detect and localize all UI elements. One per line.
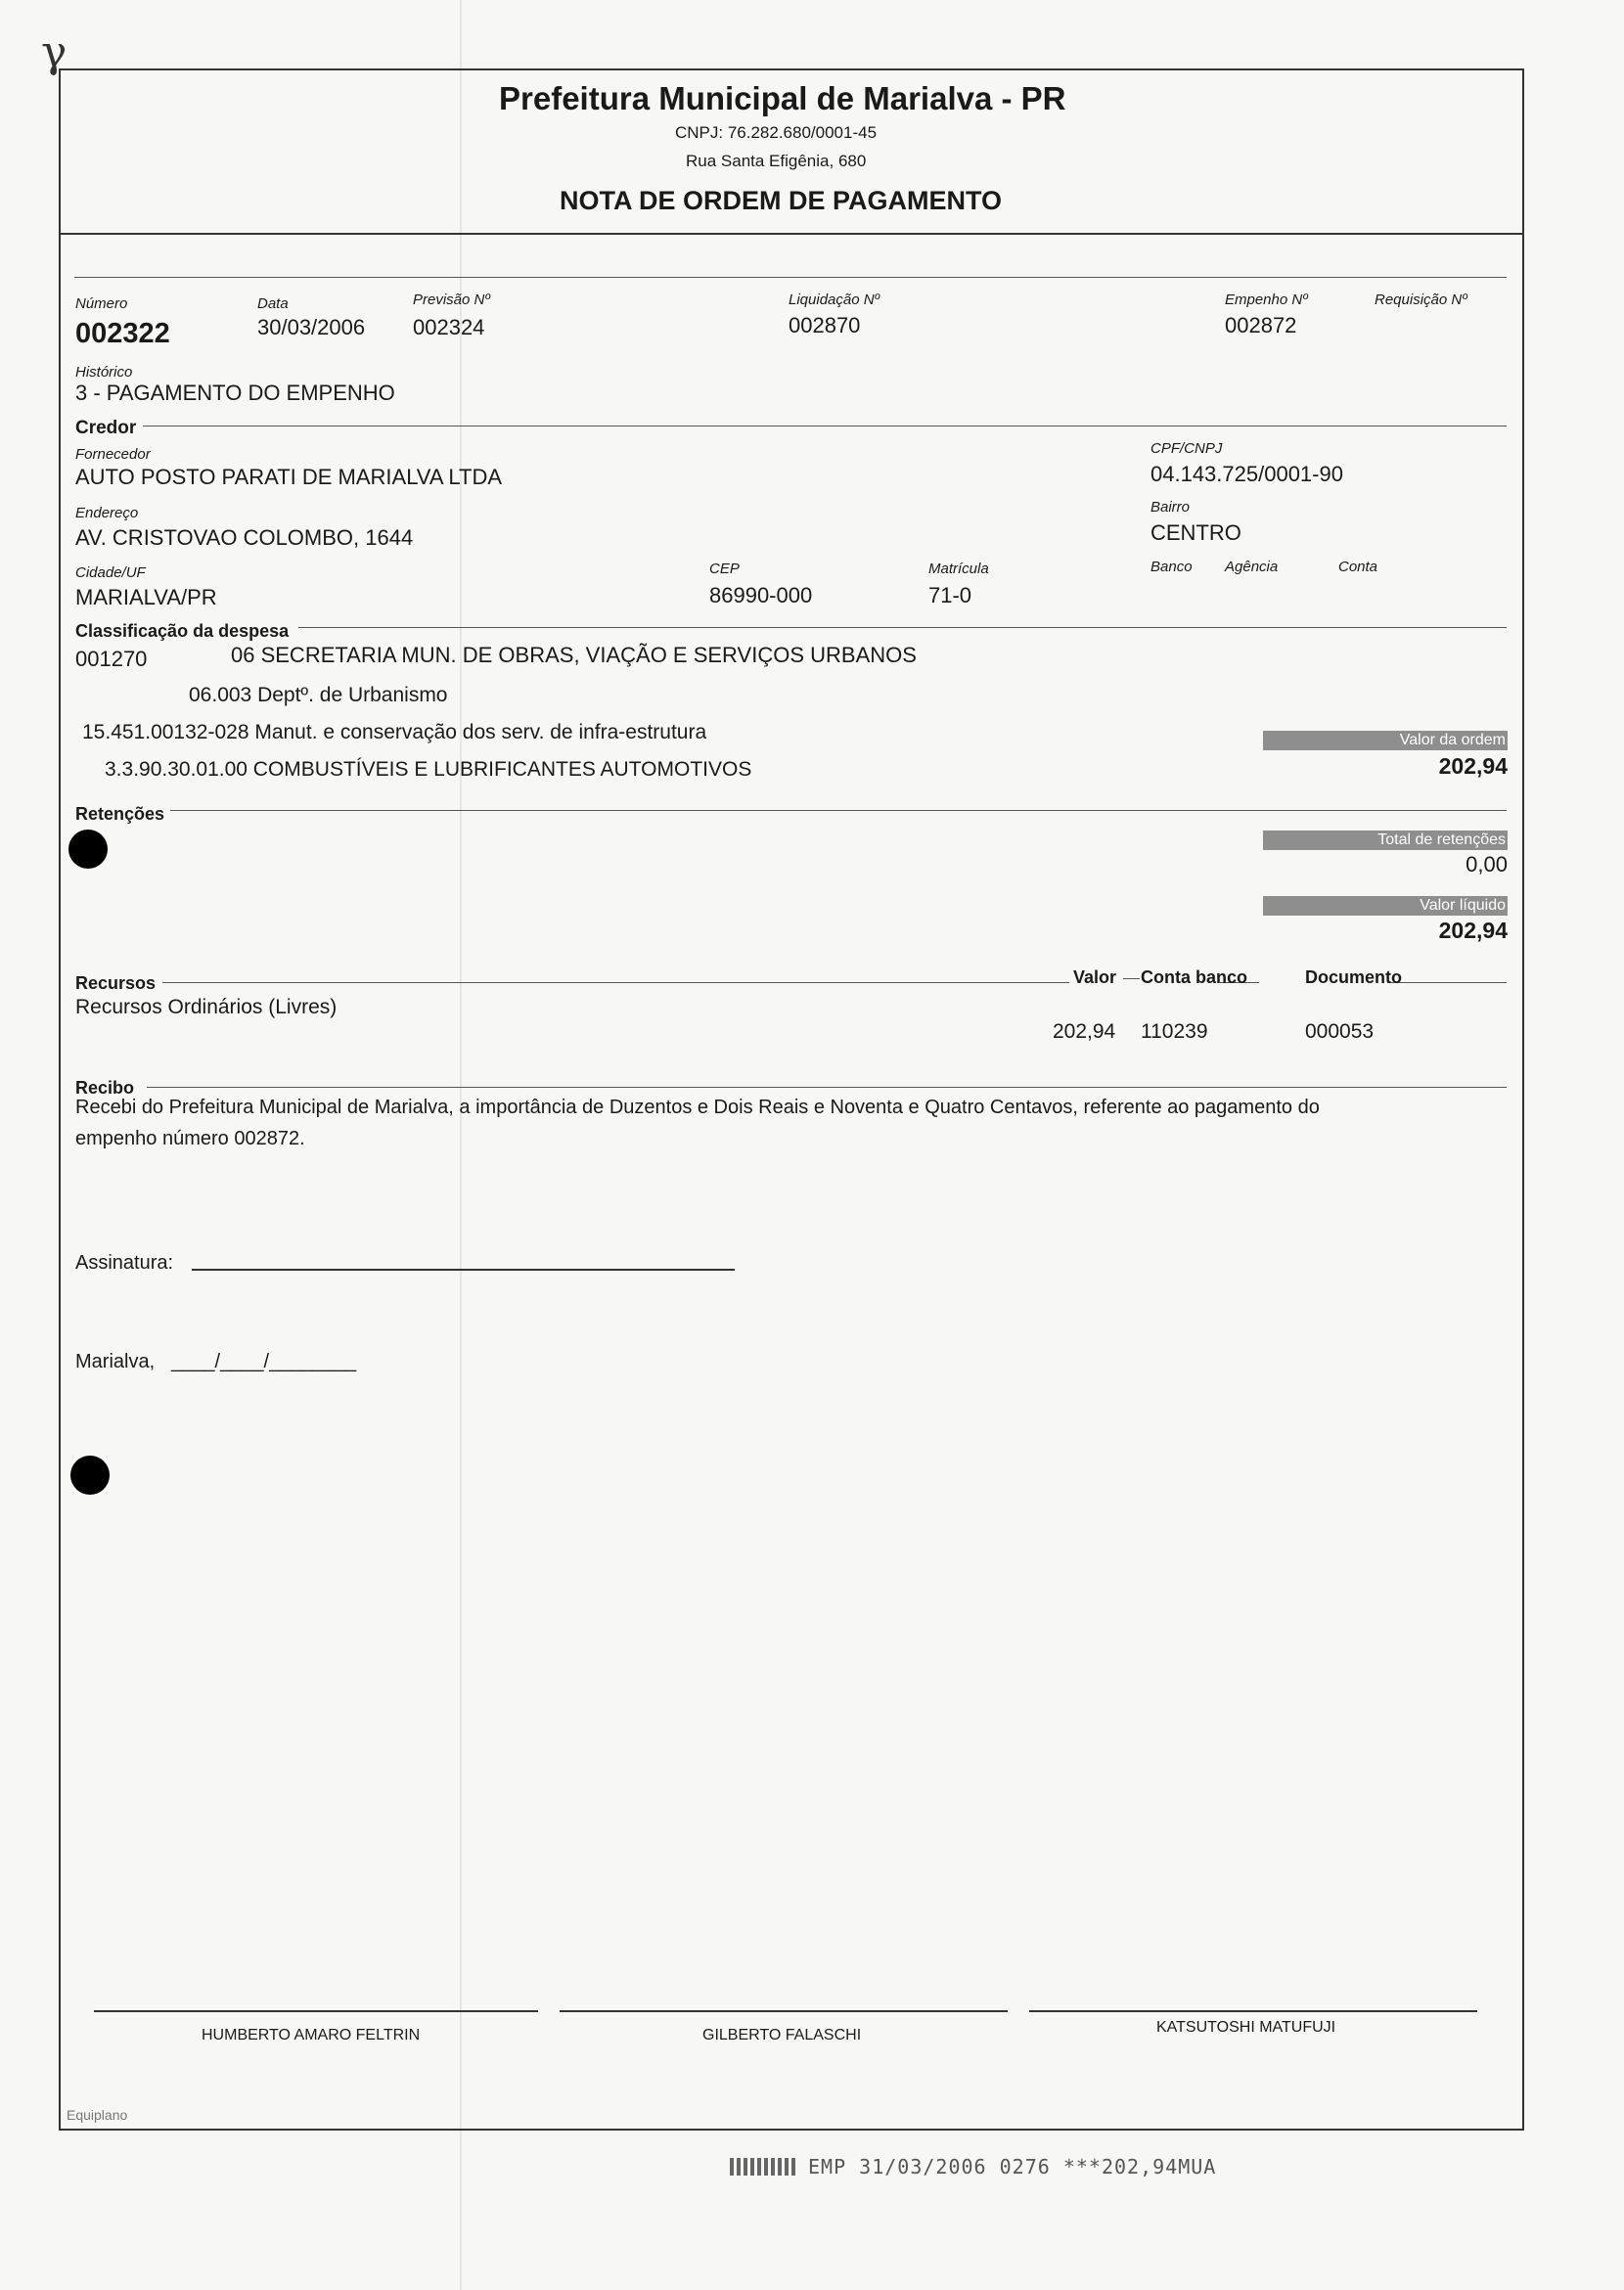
fornecedor-value: AUTO POSTO PARATI DE MARIALVA LTDA xyxy=(75,465,503,489)
cep-value: 86990-000 xyxy=(709,583,813,607)
top-rule xyxy=(74,277,1507,278)
valor-liquido-label: Valor líquido xyxy=(1263,896,1508,916)
recursos-rule-a xyxy=(162,982,1069,983)
previsao-value: 002324 xyxy=(413,315,485,339)
recibo-text-line1: Recebi do Prefeitura Municipal de Marialva, a importância de Duzentos e Dois Reais e Noventa e Quatro Centavos, referente ao pagamento do xyxy=(75,1097,1320,1118)
recursos-descricao: Recursos Ordinários (Livres) xyxy=(75,996,338,1018)
data-label: Data xyxy=(257,295,289,312)
recursos-conta-label: Conta banco xyxy=(1141,967,1248,987)
liquidacao-value: 002870 xyxy=(789,313,861,337)
signatory-3: KATSUTOSHI MATUFUJI xyxy=(1156,2019,1336,2036)
endereco-label: Endereço xyxy=(75,505,139,521)
endereco-value: AV. CRISTOVAO COLOMBO, 1644 xyxy=(75,525,414,550)
retencoes-total-value: 0,00 xyxy=(1466,852,1508,876)
credor-rule xyxy=(143,426,1507,427)
classificacao-rule xyxy=(298,627,1507,628)
matricula-value: 71-0 xyxy=(928,583,972,607)
cidade-label: Cidade/UF xyxy=(75,564,146,581)
fornecedor-label: Fornecedor xyxy=(75,446,151,463)
cidade-value: MARIALVA/PR xyxy=(75,585,217,609)
numero-label: Número xyxy=(75,295,128,312)
signature-line-3 xyxy=(1029,2010,1477,2012)
classificacao-code: 001270 xyxy=(75,647,148,671)
liquidacao-label: Liquidação Nº xyxy=(789,292,880,308)
recibo-text-line2: empenho número 002872. xyxy=(75,1128,305,1149)
punch-hole-top xyxy=(68,830,108,869)
assinatura-line xyxy=(192,1269,735,1271)
recursos-documento-label: Documento xyxy=(1305,967,1402,987)
recursos-conta: 110239 xyxy=(1141,1020,1208,1043)
date-blank: ____/____/________ xyxy=(171,1351,357,1372)
local-data-label: Marialva, xyxy=(75,1351,156,1372)
cpf-value: 04.143.725/0001-90 xyxy=(1150,462,1343,486)
empenho-value: 002872 xyxy=(1225,313,1297,337)
requisicao-label: Requisição Nº xyxy=(1375,292,1467,308)
valor-ordem-value: 202,94 xyxy=(1438,753,1508,779)
stamp-mark xyxy=(730,2158,798,2176)
recursos-valor-label: Valor xyxy=(1073,967,1117,987)
numero-value: 002322 xyxy=(75,318,170,349)
recursos-documento: 000053 xyxy=(1305,1020,1375,1043)
header-separator xyxy=(59,233,1524,235)
retencoes-total-label: Total de retenções xyxy=(1263,831,1508,850)
historico-value: 3 - PAGAMENTO DO EMPENHO xyxy=(75,381,395,405)
recibo-rule xyxy=(147,1087,1507,1088)
agencia-label: Agência xyxy=(1225,559,1279,575)
matricula-label: Matrícula xyxy=(928,561,989,577)
conta-label: Conta xyxy=(1338,559,1378,575)
classificacao-line3: 15.451.00132-028 Manut. e conservação dos serv. de infra-estrutura xyxy=(82,721,707,743)
banco-label: Banco xyxy=(1150,559,1193,575)
recursos-rule-d xyxy=(1123,978,1140,979)
signature-line-2 xyxy=(560,2010,1008,2012)
historico-label: Histórico xyxy=(75,364,133,381)
signatory-2: GILBERTO FALASCHI xyxy=(702,2027,862,2043)
valor-liquido-value: 202,94 xyxy=(1438,918,1508,943)
header-cnpj: CNPJ: 76.282.680/0001-45 xyxy=(675,123,878,142)
retencoes-section: Retenções xyxy=(75,804,170,825)
header-address: Rua Santa Efigênia, 680 xyxy=(686,152,867,170)
classificacao-section: Classificação da despesa xyxy=(75,621,294,642)
recursos-section: Recursos xyxy=(75,973,161,994)
recibo-section: Recibo xyxy=(75,1078,140,1099)
classificacao-line2: 06.003 Deptº. de Urbanismo xyxy=(189,684,448,706)
bairro-label: Bairro xyxy=(1150,499,1191,516)
assinatura-label: Assinatura: xyxy=(75,1252,174,1274)
recursos-valor: 202,94 xyxy=(1053,1020,1116,1043)
valor-ordem-label: Valor da ordem xyxy=(1263,731,1508,750)
classificacao-line1: 06 SECRETARIA MUN. DE OBRAS, VIAÇÃO E SERVIÇOS URBANOS xyxy=(231,643,917,667)
check-mark: γ xyxy=(41,27,68,77)
data-value: 30/03/2006 xyxy=(257,315,366,339)
signatory-1: HUMBERTO AMARO FELTRIN xyxy=(202,2027,421,2043)
signature-line-1 xyxy=(94,2010,538,2012)
municipality-title: Prefeitura Municipal de Marialva - PR xyxy=(499,80,1066,116)
cpf-label: CPF/CNPJ xyxy=(1150,440,1223,457)
footer-software: Equiplano xyxy=(67,2107,128,2123)
cep-label: CEP xyxy=(709,561,740,577)
empenho-label: Empenho Nº xyxy=(1225,292,1308,308)
classificacao-line4: 3.3.90.30.01.00 COMBUSTÍVEIS E LUBRIFICANTES AUTOMOTIVOS xyxy=(105,758,752,781)
bank-stamp: EMP 31/03/2006 0276 ***202,94MUA xyxy=(808,2155,1217,2178)
bairro-value: CENTRO xyxy=(1150,520,1241,545)
punch-hole-bottom xyxy=(70,1456,110,1495)
previsao-label: Previsão Nº xyxy=(413,292,490,308)
credor-section: Credor xyxy=(75,418,142,439)
recursos-rule-c xyxy=(1389,982,1507,983)
retencoes-rule xyxy=(168,810,1507,811)
document-title: NOTA DE ORDEM DE PAGAMENTO xyxy=(560,186,1003,215)
